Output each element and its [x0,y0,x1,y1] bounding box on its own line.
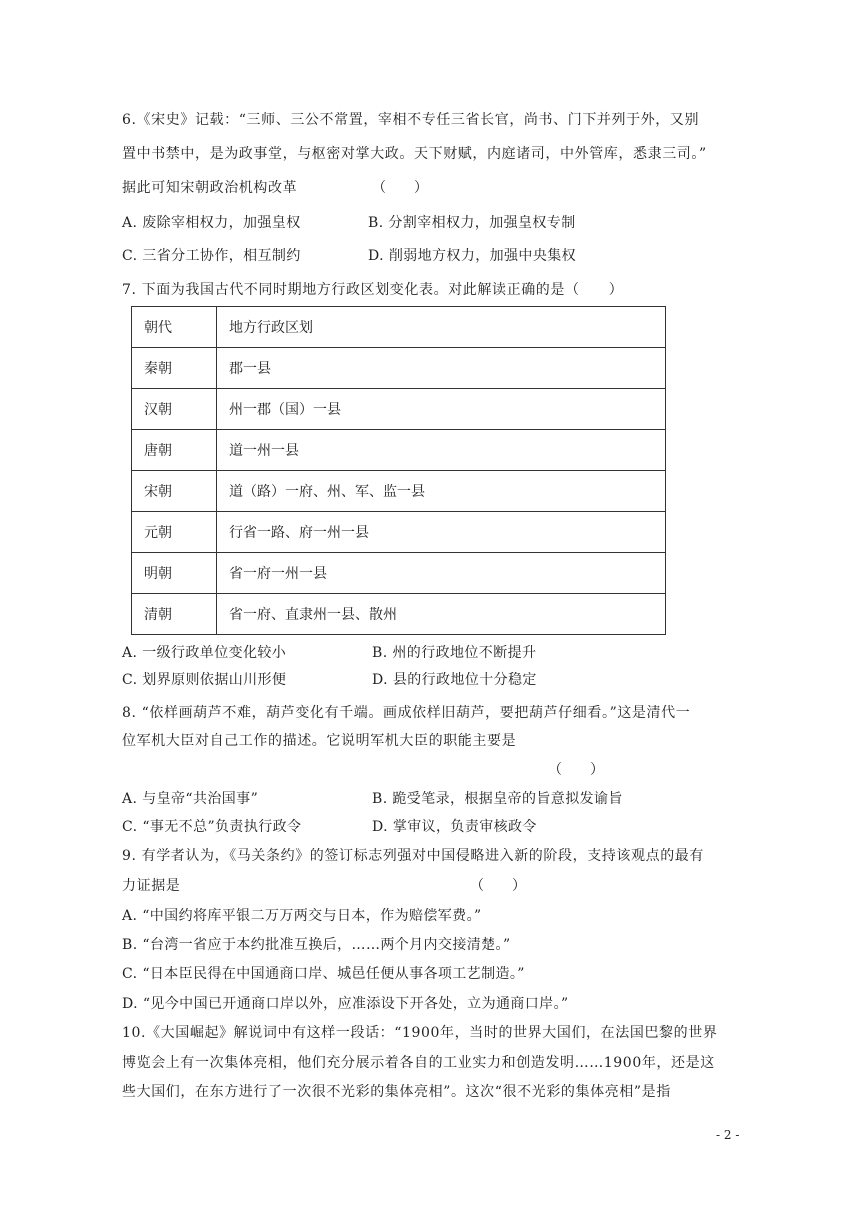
q7-option-c: C. 划界原则依据山川形便 [122,672,287,688]
table-row [132,553,666,594]
q9-stem-line-2: 力证据是 [122,878,181,894]
table-row [132,348,666,389]
q7-option-a: A. 一级行政单位变化较小 [122,645,287,661]
q9-option-d: D. “见今中国已开通商口岸以外，应准添设下开各处，立为通商口岸。” [122,996,569,1012]
q6-option-c: C. 三省分工协作，相互制约 [122,248,301,264]
table-cell-dynasty: 汉朝 [132,389,217,430]
table-cell-dynasty: 宋朝 [132,471,217,512]
table-cell-dynasty: 元朝 [132,512,217,553]
q9-answer-blank: （ ） [470,878,526,894]
table-row [132,389,666,430]
table-cell-division: 省一府一州一县 [217,553,666,594]
table-row [132,512,666,553]
q6-option-d: D. 削弱地方权力，加强中央集权 [368,248,577,264]
q8-stem-line-2: 位军机大臣对自己工作的描述。它说明军机大臣的职能主要是 [122,733,517,749]
q8-option-a: A. 与皇帝“共治国事” [122,791,259,807]
q6-answer-blank: （ ） [372,180,428,196]
table-row [132,430,666,471]
q6-stem-line-2: 置中书禁中，是为政事堂，与枢密对掌大政。天下财赋，内庭诸司，中外管库，悉隶三司。” [122,146,707,162]
q6-stem-line-3: 据此可知宋朝政治机构改革 [122,180,298,196]
q8-option-b: B. 跪受笔录，根据皇帝的旨意拟发谕旨 [372,791,623,807]
q6-option-a: A. 废除宰相权力，加强皇权 [122,215,301,231]
table-cell-division: 省一府、直隶州一县、散州 [217,594,666,635]
q8-stem-line-1: 8. “依样画葫芦不难，葫芦变化有千端。画成依样旧葫芦，要把葫芦仔细看。”这是清代一 [122,705,691,721]
table-row [132,594,666,635]
q6-option-b: B. 分割宰相权力，加强皇权专制 [368,215,576,231]
q10-stem-line-1: 10.《大国崛起》解说词中有这样一段话：“1900年，当时的世界大国们，在法国巴黎的世界 [122,1025,718,1041]
q9-option-a: A. “中国约将库平银二万万两交与日本，作为赔偿军费。” [122,908,482,924]
table-row [132,471,666,512]
table-cell-dynasty: 清朝 [132,594,217,635]
q8-answer-blank: （ ） [548,762,604,778]
table-cell-division: 行省一路、府一州一县 [217,512,666,553]
q10-stem-line-2: 博览会上有一次集体亮相，他们充分展示着各自的工业实力和创造发明……1900年，还是这 [122,1055,715,1071]
q7-option-d: D. 县的行政地位十分稳定 [372,672,537,688]
table-cell-division: 道（路）一府、州、军、监一县 [217,471,666,512]
table-header-division: 地方行政区划 [217,307,666,348]
table-cell-division: 州一郡（国）一县 [217,389,666,430]
q10-stem-line-3: 些大国们，在东方进行了一次很不光彩的集体亮相”。这次“很不光彩的集体亮相”是指 [122,1084,671,1100]
q9-stem-line-1: 9. 有学者认为，《马关条约》的签订标志列强对中国侵略进入新的阶段，支持该观点的最有 [122,848,705,864]
table-header-dynasty: 朝代 [132,307,217,348]
table-cell-dynasty: 明朝 [132,553,217,594]
admin-division-table [131,306,666,635]
q6-stem-line-1: 6.《宋史》记载：“三师、三公不常置，宰相不专任三省长官，尚书、门下并列于外，又别 [122,112,700,128]
table-cell-dynasty: 秦朝 [132,348,217,389]
table-cell-dynasty: 唐朝 [132,430,217,471]
table-cell-division: 郡一县 [217,348,666,389]
table-header-row [132,307,666,348]
page-number: - 2 - [716,1128,740,1142]
q8-option-c: C. “事无不总”负责执行政令 [122,819,302,835]
q8-option-d: D. 掌审议，负责审核政令 [372,819,537,835]
q7-stem: 7. 下面为我国古代不同时期地方行政区划变化表。对此解读正确的是（ ） [122,282,624,298]
q9-option-c: C. “日本臣民得在中国通商口岸、城邑任便从事各项工艺制造。” [122,966,525,982]
q9-option-b: B. “台湾一省应于本约批准互换后，……两个月内交接清楚。” [122,937,511,953]
q7-option-b: B. 州的行政地位不断提升 [372,645,537,661]
table-cell-division: 道一州一县 [217,430,666,471]
